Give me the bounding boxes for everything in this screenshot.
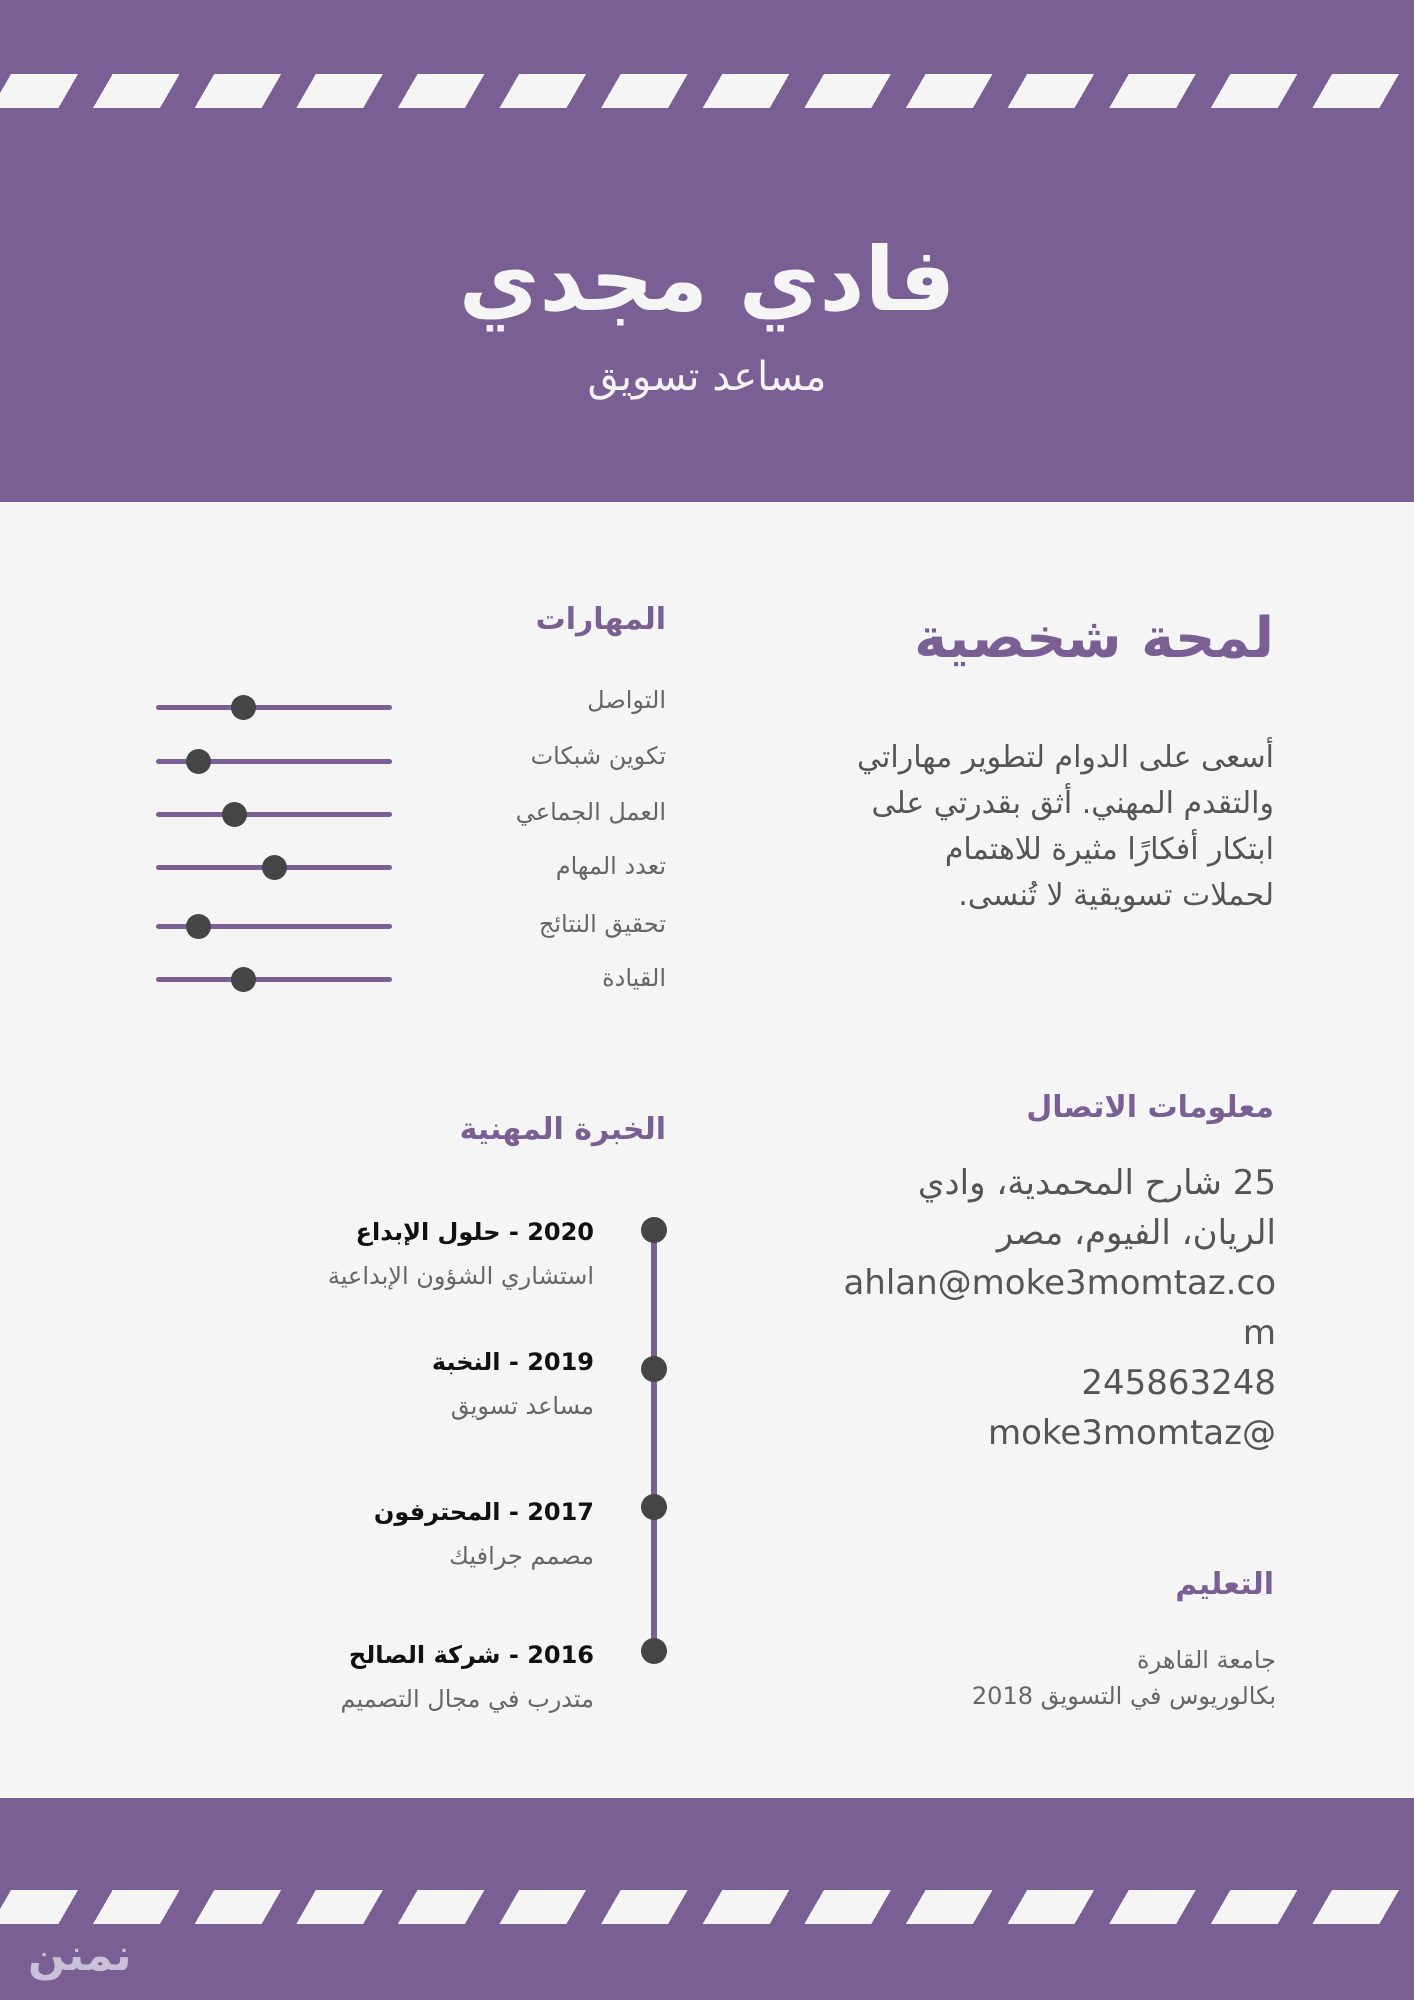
- skill-label: تكوين شبكات: [530, 742, 666, 770]
- address-line: 25 شارح المحمدية، وادي: [917, 1163, 1276, 1203]
- timeline-dot: [641, 1356, 667, 1382]
- experience-title: 2019 - النخبة: [431, 1348, 594, 1376]
- skill-slider: [156, 812, 392, 817]
- skill-slider-knob: [186, 749, 211, 774]
- experience-item: [194, 1639, 594, 1715]
- contact-heading: معلومات الاتصال: [1026, 1090, 1274, 1125]
- skill-label: تعدد المهام: [555, 852, 666, 880]
- skill-label: القيادة: [602, 964, 666, 992]
- footer-stripes: [0, 1890, 1414, 1924]
- timeline-dot: [641, 1494, 667, 1520]
- profile-line: والتقدم المهني. أثق بقدرتي على: [871, 786, 1274, 821]
- skill-slider: [156, 865, 392, 870]
- experience-title: 2016 - شركة الصالح: [348, 1641, 594, 1669]
- skill-slider: [156, 705, 392, 710]
- skill-slider: [156, 759, 392, 764]
- experience-item: [194, 1346, 594, 1422]
- contact-info: [816, 1158, 1276, 1458]
- degree-text: بكالوريوس في التسويق 2018: [971, 1682, 1276, 1710]
- address-line: الريان، الفيوم، مصر: [996, 1213, 1276, 1253]
- experience-role: مصمم جرافيك: [449, 1542, 594, 1570]
- experience-title: 2020 - حلول الإبداع: [355, 1218, 594, 1246]
- education-info: [816, 1642, 1276, 1714]
- skill-slider-knob: [231, 967, 256, 992]
- experience-item: [194, 1496, 594, 1572]
- skill-label: العمل الجماعي: [515, 798, 666, 826]
- footer-band: [0, 1798, 1414, 2000]
- skills-heading: المهارات: [535, 602, 666, 637]
- email-text: ahlan@moke3momtaz.com: [843, 1263, 1276, 1353]
- profile-text: [714, 735, 1274, 919]
- timeline-dot: [641, 1638, 667, 1664]
- phone-text: 245863248: [1081, 1363, 1276, 1403]
- skill-slider-knob: [222, 802, 247, 827]
- skill-label: تحقيق النتائج: [538, 910, 666, 938]
- experience-role: استشاري الشؤون الإبداعية: [327, 1262, 594, 1290]
- profile-line: ابتكار أفكارًا مثيرة للاهتمام: [944, 832, 1274, 867]
- social-handle-text: moke3momtaz@: [987, 1413, 1276, 1453]
- skill-slider: [156, 977, 392, 982]
- profile-line: أسعى على الدوام لتطوير مهاراتي: [857, 740, 1274, 775]
- experience-title: 2017 - المحترفون: [373, 1498, 594, 1526]
- profile-heading: لمحة شخصية: [914, 606, 1274, 671]
- brand-logo: نمنن: [28, 1930, 132, 1981]
- experience-role: مساعد تسويق: [450, 1392, 594, 1420]
- header-band: [0, 0, 1414, 502]
- timeline-line: [651, 1230, 657, 1650]
- header-stripes: [0, 74, 1414, 108]
- job-title: مساعد تسويق: [587, 354, 827, 400]
- education-heading: التعليم: [1175, 1567, 1274, 1602]
- profile-line: لحملات تسويقية لا تُنسى.: [958, 878, 1274, 913]
- person-name: فادي مجدي: [458, 228, 956, 331]
- skill-slider-knob: [186, 914, 211, 939]
- experience-item: [194, 1216, 594, 1292]
- timeline-dot: [641, 1217, 667, 1243]
- university-name: جامعة القاهرة: [1137, 1646, 1276, 1674]
- experience-heading: الخبرة المهنية: [459, 1112, 666, 1147]
- skill-slider-knob: [231, 695, 256, 720]
- skill-slider-knob: [262, 855, 287, 880]
- skill-slider: [156, 924, 392, 929]
- experience-role: متدرب في مجال التصميم: [340, 1685, 594, 1713]
- skill-label: التواصل: [587, 686, 666, 714]
